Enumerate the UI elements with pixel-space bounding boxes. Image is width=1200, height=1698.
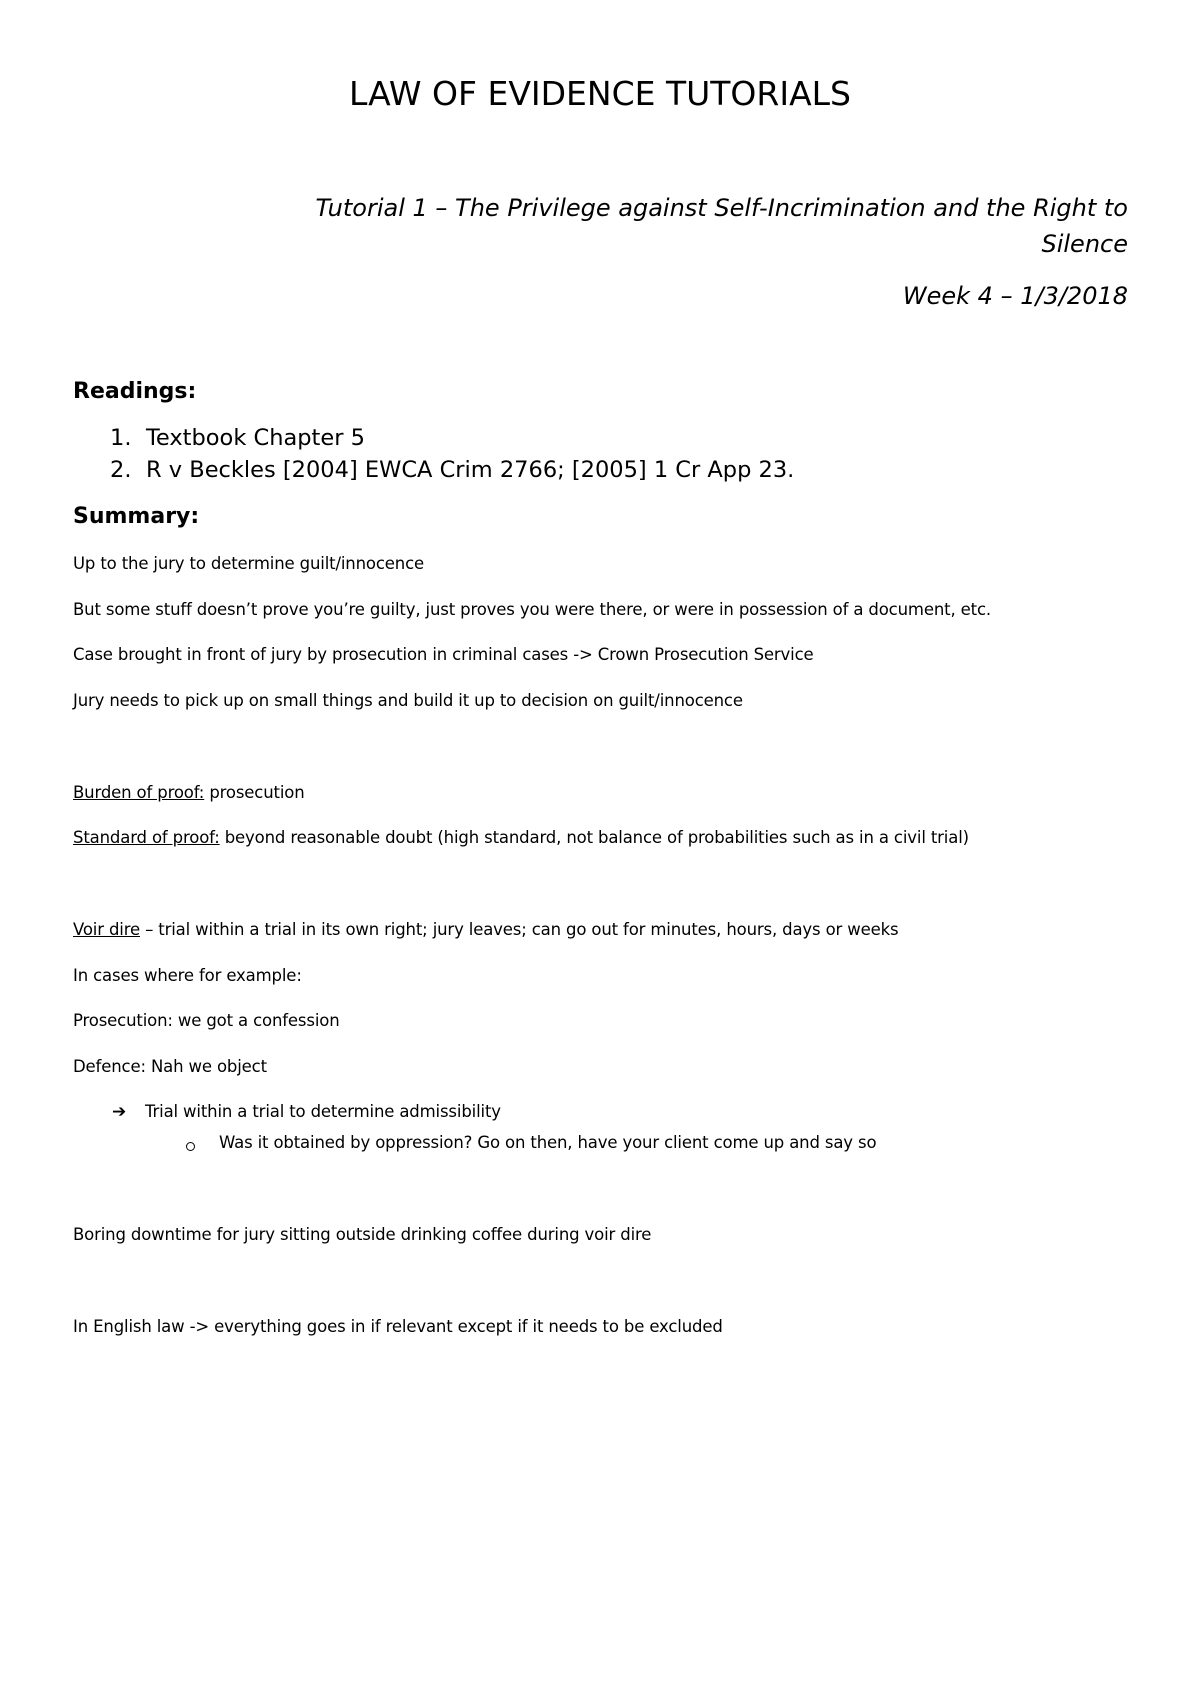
voir-dire-line — [73, 919, 898, 941]
document-title: LAW OF EVIDENCE TUTORIALS — [349, 74, 851, 113]
hollow-circle-bullet-icon — [186, 1142, 195, 1151]
tutorial-week-date: Week 4 – 1/3/2018 — [902, 282, 1128, 310]
burden-of-proof-line — [73, 782, 305, 804]
standard-of-proof-label: Standard of proof: — [73, 828, 220, 847]
summary-line: Jury needs to pick up on small things and build it up to decision on guilt/innocence — [73, 691, 743, 710]
reading-item-number: 1. — [110, 425, 132, 451]
summary-heading: Summary: — [73, 504, 200, 529]
right-arrow-bullet-icon: ➔ — [112, 1102, 127, 1122]
example-line: Defence: Nah we object — [73, 1057, 267, 1076]
burden-of-proof-text: prosecution — [204, 783, 305, 802]
reading-item — [110, 424, 365, 452]
example-line: In cases where for example: — [73, 966, 302, 985]
summary-line: But some stuff doesn’t prove you’re guilty, just proves you were there, or were in possession of a document, etc. — [73, 600, 991, 619]
summary-line: In English law -> everything goes in if relevant except if it needs to be excluded — [73, 1317, 723, 1336]
standard-of-proof-text: beyond reasonable doubt (high standard, not balance of probabilities such as in a civil trial) — [219, 828, 969, 847]
voir-dire-text: – trial within a trial in its own right; jury leaves; can go out for minutes, hours, days or weeks — [140, 920, 899, 939]
burden-of-proof-label: Burden of proof: — [73, 783, 205, 802]
standard-of-proof-line — [73, 827, 969, 849]
reading-item-number: 2. — [110, 457, 132, 483]
example-line: Prosecution: we got a confession — [73, 1011, 340, 1030]
summary-line: Boring downtime for jury sitting outside drinking coffee during voir dire — [73, 1225, 652, 1244]
summary-line: Up to the jury to determine guilt/innocence — [73, 554, 424, 573]
arrow-bullet-text: Trial within a trial to determine admissibility — [145, 1102, 501, 1121]
tutorial-subtitle-line-1: Tutorial 1 – The Privilege against Self-Incrimination and the Right to — [315, 194, 1128, 222]
tutorial-subtitle-line-2: Silence — [1041, 230, 1128, 258]
reading-item-text: Textbook Chapter 5 — [146, 425, 365, 451]
reading-item-text: R v Beckles [2004] EWCA Crim 2766; [2005] 1 Cr App 23. — [146, 457, 795, 483]
summary-line: Case brought in front of jury by prosecution in criminal cases -> Crown Prosecution Service — [73, 645, 814, 664]
reading-item — [110, 456, 794, 484]
voir-dire-label: Voir dire — [73, 920, 140, 939]
readings-heading: Readings: — [73, 379, 197, 404]
sub-bullet-text: Was it obtained by oppression? Go on then, have your client come up and say so — [219, 1133, 877, 1152]
